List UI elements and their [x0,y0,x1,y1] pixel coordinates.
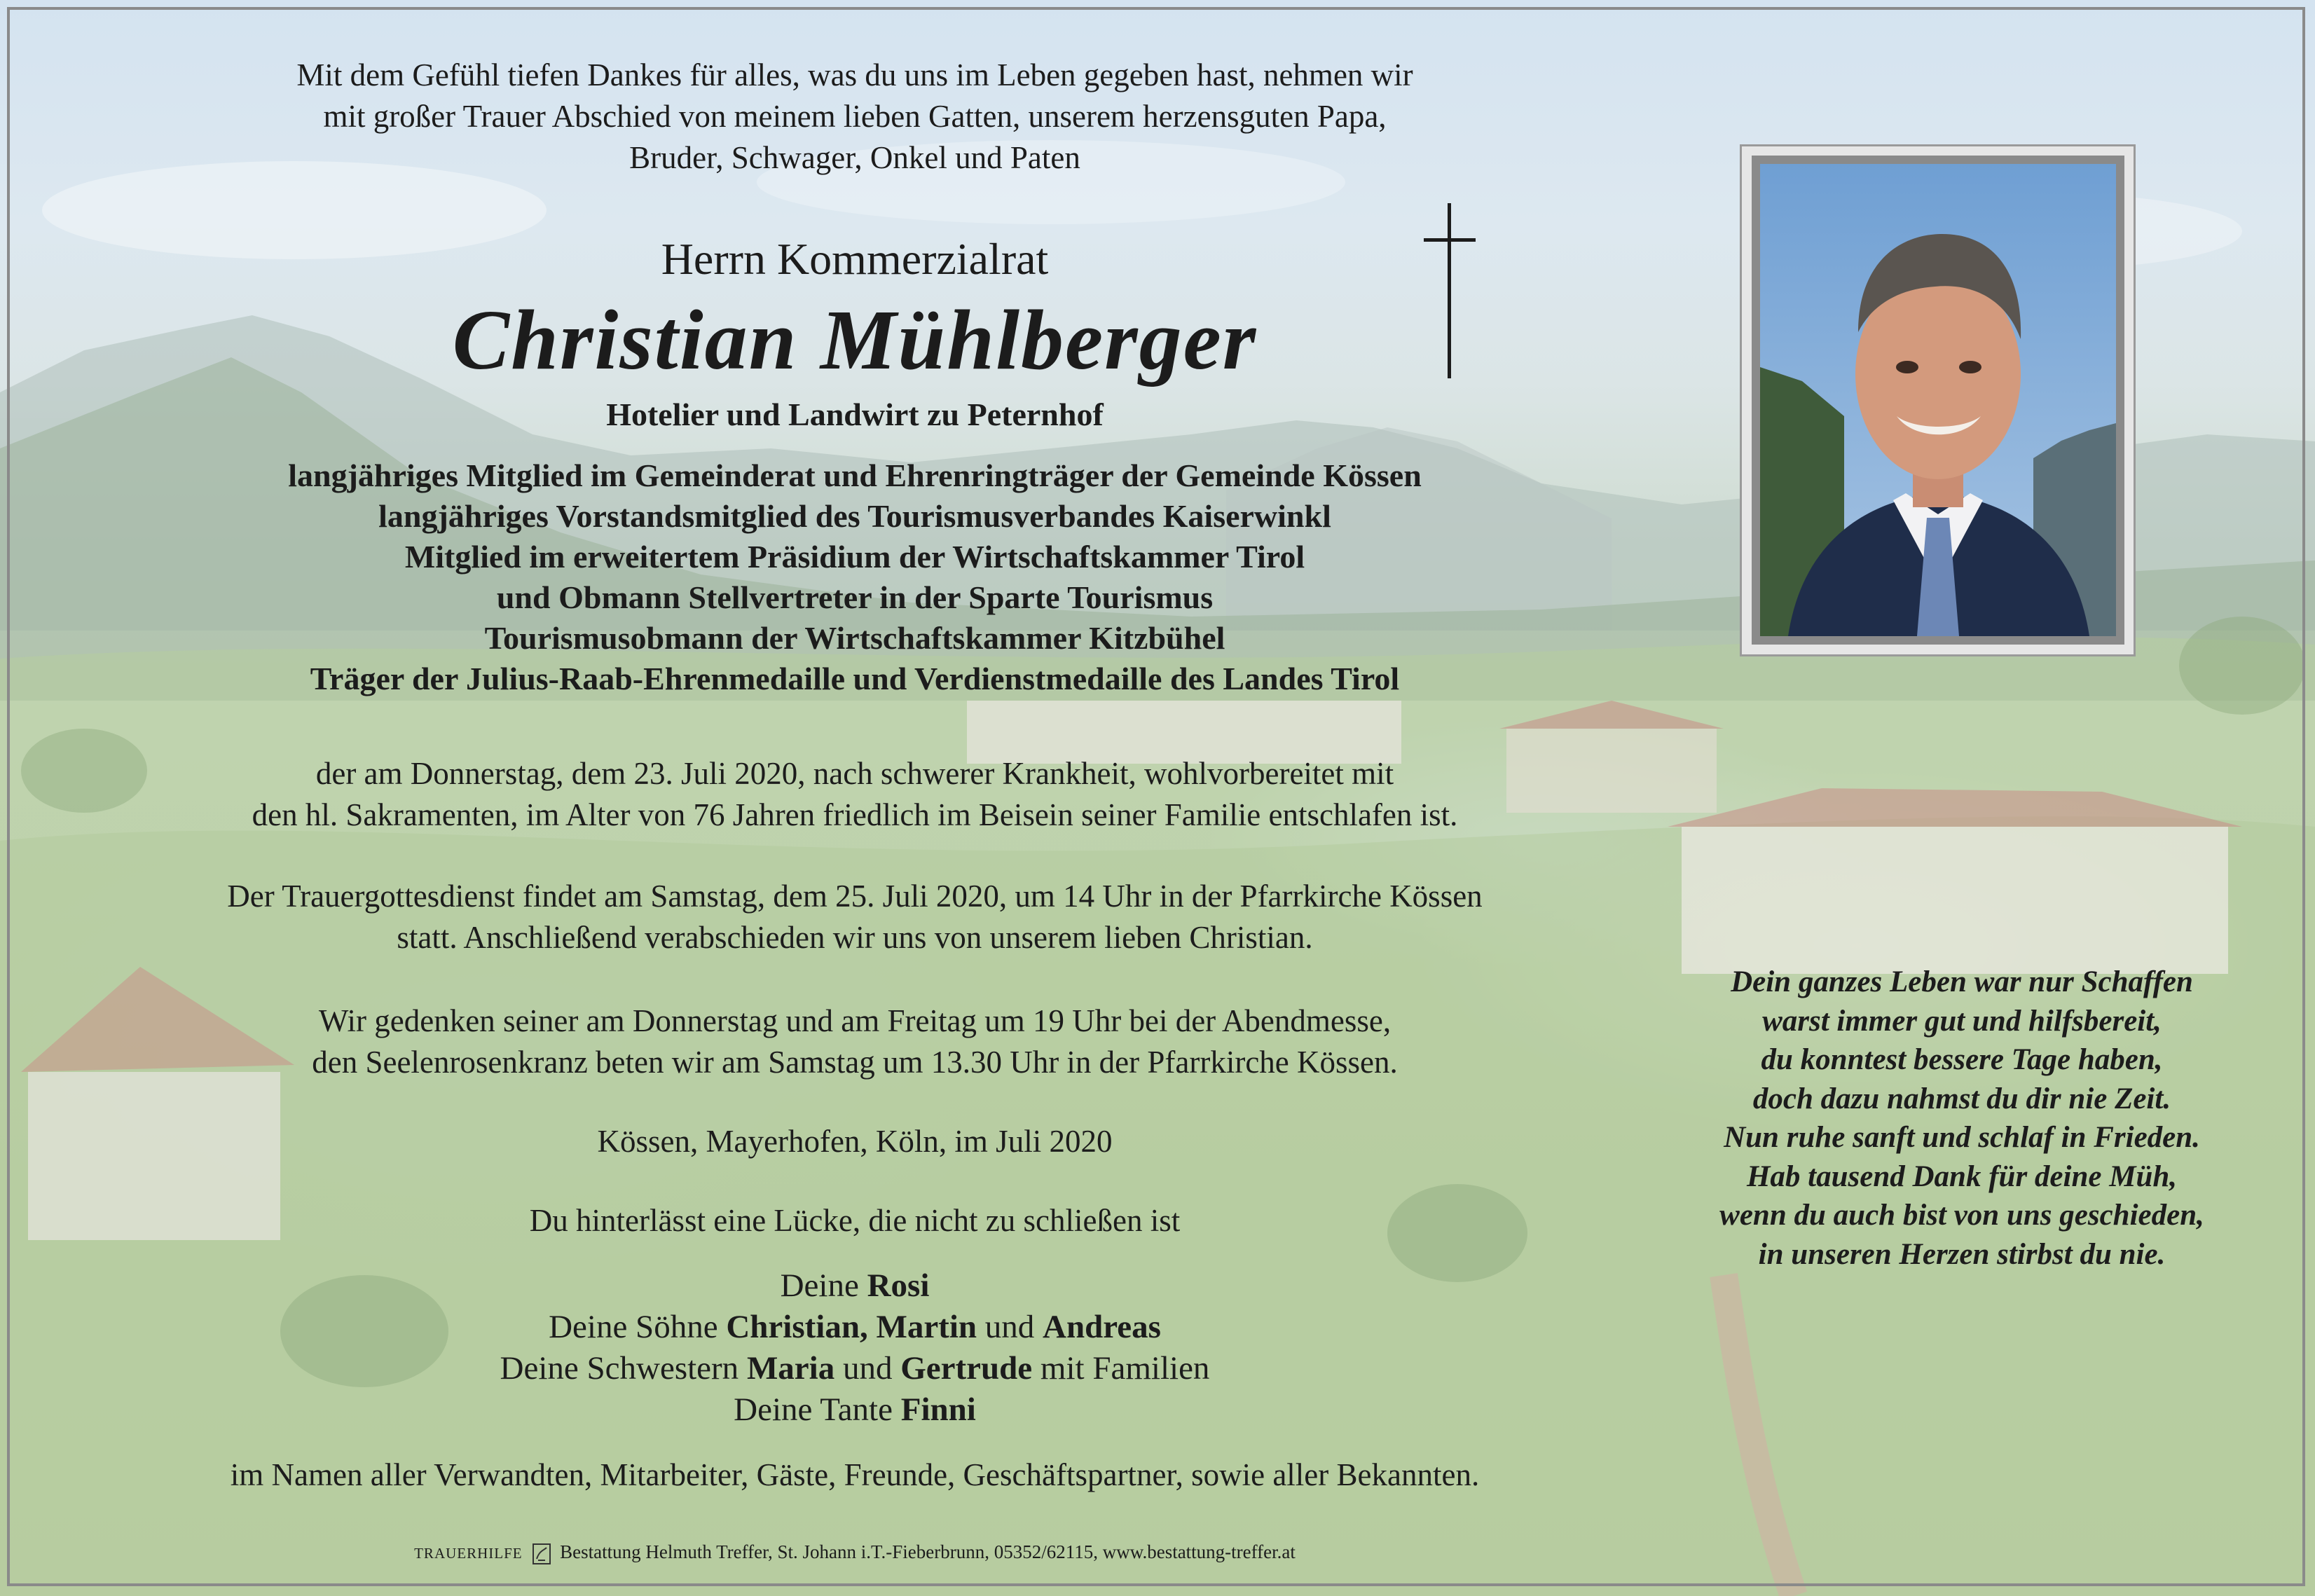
mourner-sisters [126,1348,1584,1389]
service-notice [98,876,1612,958]
poem-line: warst immer gut und hilfsbereit, [1762,1004,2162,1038]
intro-line: mit großer Trauer Abschied von meinem lieben Gatten, unserem herzensguten Papa, [323,99,1387,134]
mourners-list [126,1265,1584,1431]
mourner-name: Andreas [1043,1309,1161,1345]
mourner-name: Finni [900,1391,976,1428]
mourner-sons [126,1307,1584,1348]
intro-text [126,55,1584,179]
mourner-prefix: Deine Tante [734,1391,901,1428]
mourner-suffix: mit Familien [1032,1350,1210,1387]
deceased-name: Christian Mühlberger [452,293,1258,387]
gap-line: Du hinterlässt eine Lücke, die nicht zu schließen ist [529,1203,1181,1238]
place-date: Kössen, Mayerhofen, Köln, im Juli 2020 [597,1124,1113,1159]
poem-line: Nun ruhe sanft und schlaf in Frieden. [1724,1121,2200,1154]
salutation: Herrn Kommerzialrat [661,234,1049,284]
intro-line: Bruder, Schwager, Onkel und Paten [629,140,1080,175]
honor-line: langjähriges Vorstandsmitglied des Tourismusverbandes Kaiserwinkl [378,498,1331,534]
mourner-name: Maria [746,1350,835,1387]
mourner-prefix: Deine [780,1267,867,1304]
honor-line: langjähriges Mitglied im Gemeinderat und Ehrenringträger der Gemeinde Kössen [288,458,1422,493]
rosary-line: Wir gedenken seiner am Donnerstag und am Freitag um 19 Uhr bei der Abendmesse, [318,1003,1392,1038]
poem-line: in unseren Herzen stirbst du nie. [1758,1237,2166,1271]
footer-text: Bestattung Helmuth Treffer, St. Johann i.T.-Fieberbrunn, 05352/62115, www.bestattung-treffer.at [560,1541,1296,1562]
rosary-notice [98,1000,1612,1083]
honor-line: Mitglied im erweitertem Präsidium der Wirtschaftskammer Tirol [404,539,1305,575]
closing-line: im Namen aller Verwandten, Mitarbeiter, Gäste, Freunde, Geschäftspartner, sowie aller Bekannten. [230,1457,1480,1492]
mourner-prefix: Deine Söhne [549,1309,727,1345]
honor-line: Träger der Julius-Raab-Ehrenmedaille und Verdienstmedaille des Landes Tirol [310,661,1400,696]
mourner-prefix: Deine Schwestern [500,1350,747,1387]
mourner-aunt [126,1389,1584,1431]
funeral-home-logo-icon [533,1543,551,1564]
service-line: statt. Anschließend verabschieden wir uns von unserem lieben Christian. [397,920,1313,955]
cross-icon [1422,203,1478,378]
poem-line: Dein ganzes Leben war nur Schaffen [1731,965,2193,998]
death-notice-line: der am Donnerstag, dem 23. Juli 2020, nach schwerer Krankheit, wohlvorbereitet mit [315,756,1394,791]
honor-line: Tourismusobmann der Wirtschaftskammer Kitzbühel [484,620,1225,656]
poem-line: wenn du auch bist von uns geschieden, [1719,1199,2204,1232]
footer [280,1540,1429,1565]
death-notice-line: den hl. Sakramenten, im Alter von 76 Jahren friedlich im Beisein seiner Familie entschlafen ist. [252,797,1458,832]
death-notice [98,753,1612,836]
honor-line: und Obmann Stellvertreter in der Sparte Tourismus [496,579,1214,615]
occupation: Hotelier und Landwirt zu Peternhof [606,397,1104,432]
poem-line: du konntest bessere Tage haben, [1761,1043,2163,1076]
mourner-wife [126,1265,1584,1307]
mourner-name: Rosi [867,1267,930,1304]
poem-line: doch dazu nahmst du dir nie Zeit. [1752,1082,2171,1115]
mourner-name: Christian, Martin [726,1309,977,1345]
mourner-joiner: und [977,1309,1043,1345]
rosary-line: den Seelenrosenkranz beten wir am Samstag um 13.30 Uhr in der Pfarrkirche Kössen. [312,1045,1398,1080]
intro-line: Mit dem Gefühl tiefen Dankes für alles, was du uns im Leben gegeben hast, nehmen wir [296,57,1413,92]
service-line: Der Trauergottesdienst findet am Samstag, dem 25. Juli 2020, um 14 Uhr in der Pfarrkirche Kössen [227,879,1483,914]
mourner-name: Gertrude [900,1350,1033,1387]
portrait-image [1760,164,2116,636]
memorial-poem [1633,963,2291,1274]
mourner-joiner: und [834,1350,901,1387]
footer-brand: TRAUERHILFE [414,1545,523,1562]
poem-line: Hab tausend Dank für deine Müh, [1746,1160,2178,1193]
honors-list [126,455,1584,699]
portrait-photo [1752,156,2124,645]
